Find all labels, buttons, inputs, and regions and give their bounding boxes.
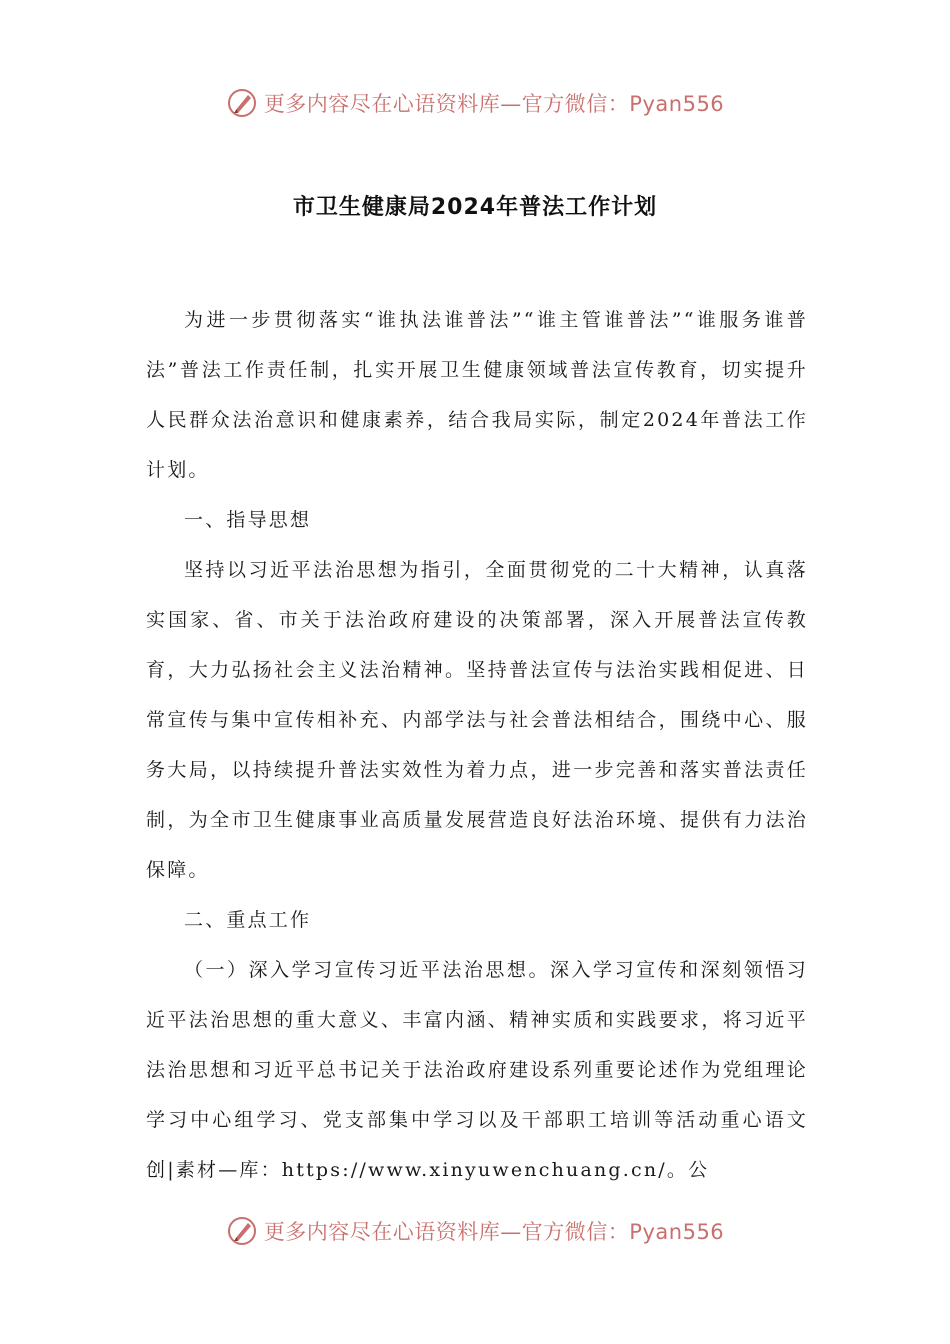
pen-nib-logo-icon (226, 87, 258, 119)
key-work-item-1-paragraph: （一）深入学习宣传习近平法治思想。深入学习宣传和深刻领悟习近平法治思想的重大意义、丰富内涵、精神实质和实践要求，将习近平法治思想和习近平总书记关于法治政府建设系列重要论述作为党组理论学习中心组学习、党支部集中学习以及干部职工培训等活动重心语文创|素材—库：https://www.xinyuwenchuang.cn/。公 (146, 959, 808, 1181)
footer-watermark (0, 1211, 950, 1251)
section-heading-key-work: 二、重点工作 (184, 909, 312, 931)
intro-paragraph: 为进一步贯彻落实“谁执法谁普法”“谁主管谁普法”“谁服务谁普法”普法工作责任制，扎实开展卫生健康领域普法宣传教育，切实提升人民群众法治意识和健康素养，结合我局实际，制定2024年普法工作计划。 (146, 309, 808, 481)
section-heading-guiding-ideology: 一、指导思想 (184, 509, 312, 531)
header-watermark (0, 83, 950, 123)
document-title: 市卫生健康局2024年普法工作计划 (292, 194, 658, 220)
pen-nib-logo-icon (226, 1215, 258, 1247)
guiding-ideology-paragraph: 坚持以习近平法治思想为指引，全面贯彻党的二十大精神，认真落实国家、省、市关于法治政府建设的决策部署，深入开展普法宣传教育，大力弘扬社会主义法治精神。坚持普法宣传与法治实践相促进、日常宣传与集中宣传相补充、内部学法与社会普法相结合，围绕中心、服务大局，以持续提升普法实效性为着力点，进一步完善和落实普法责任制，为全市卫生健康事业高质量发展营造良好法治环境、提供有力法治保障。 (146, 559, 808, 881)
watermark-text: 更多内容尽在心语资料库—官方微信：Pyan556 (263, 92, 725, 116)
watermark-text: 更多内容尽在心语资料库—官方微信：Pyan556 (263, 1220, 725, 1244)
document-body (146, 295, 808, 1195)
